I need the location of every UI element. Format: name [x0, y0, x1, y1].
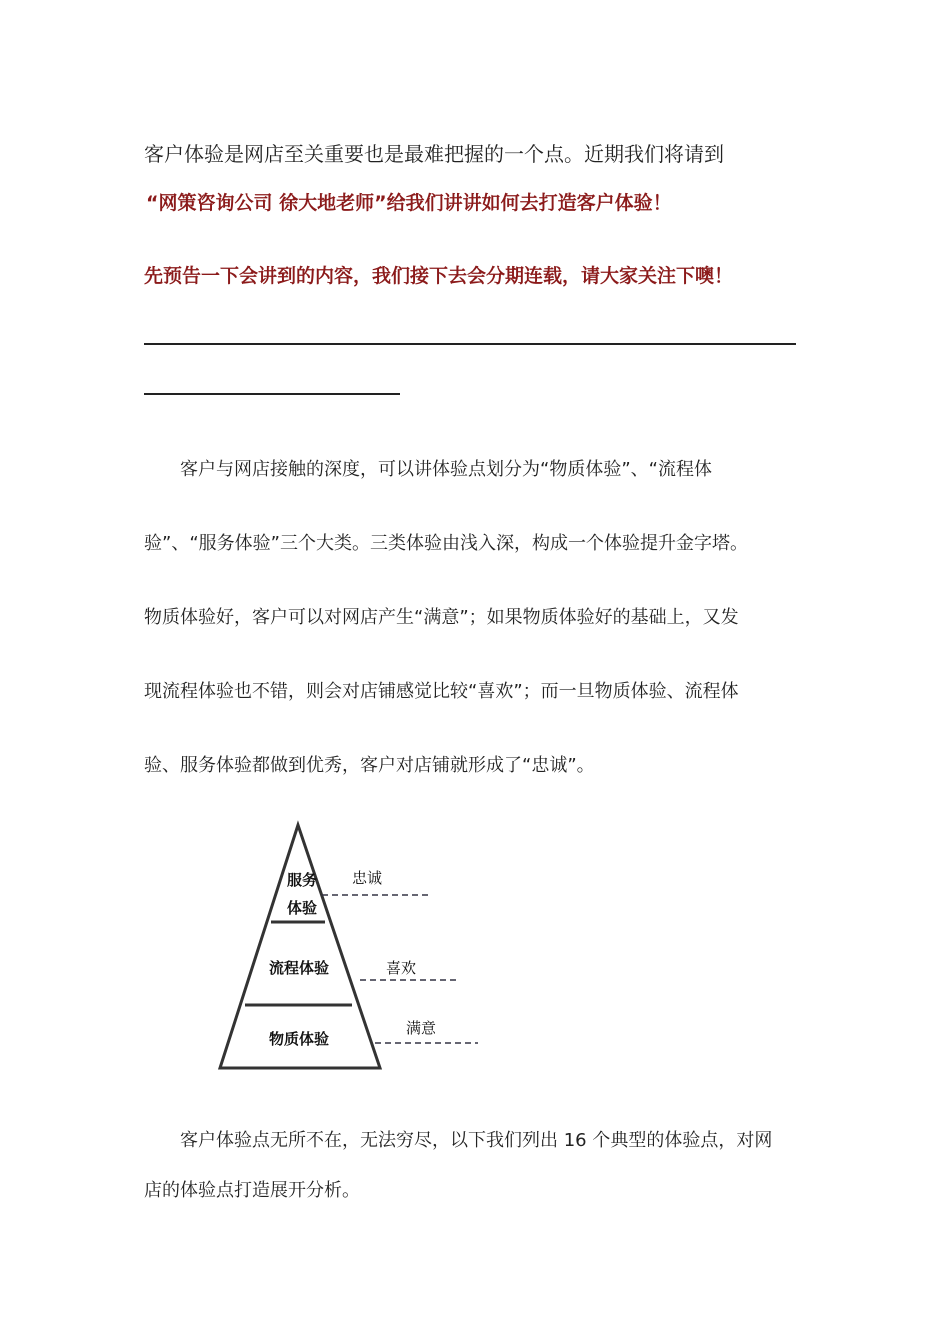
paragraph-line: 验、服务体验都做到优秀，客户对店铺就形成了“忠诚”。: [144, 755, 595, 776]
paragraph-line: 客户体验点无所不在，无法穷尽，以下我们列出 16 个典型的体验点，对网: [144, 1130, 773, 1151]
highlight-line-1: “网策咨询公司 徐大地老师”给我们讲讲如何去打造客户体验！: [146, 192, 672, 214]
paragraph-line: 物质体验好，客户可以对网店产生“满意”；如果物质体验好的基础上，又发: [144, 607, 739, 628]
side-label-like: 喜欢: [386, 959, 417, 977]
tier-label-service-2: 体验: [286, 899, 318, 917]
tier-label-service-1: 服务: [286, 871, 318, 889]
experience-pyramid-diagram: [210, 815, 500, 1080]
divider-line: [144, 393, 400, 395]
tier-label-material: 物质体验: [268, 1030, 330, 1048]
highlight-line-2: 先预告一下会讲到的内容，我们接下去会分期连载，请大家关注下噢！: [144, 265, 734, 287]
side-label-loyal: 忠诚: [352, 869, 383, 887]
tier-label-process: 流程体验: [268, 959, 330, 977]
side-label-satisfied: 满意: [406, 1019, 437, 1037]
paragraph-line: 店的体验点打造展开分析。: [144, 1180, 360, 1201]
divider-line: [144, 343, 796, 345]
paragraph-line: 客户与网店接触的深度，可以讲体验点划分为“物质体验”、“流程体: [144, 459, 712, 480]
intro-text: 客户体验是网店至关重要也是最难把握的一个点。近期我们将请到: [144, 142, 724, 166]
paragraph-line: 现流程体验也不错，则会对店铺感觉比较“喜欢”；而一旦物质体验、流程体: [144, 681, 739, 702]
paragraph-line: 验”、“服务体验”三个大类。三类体验由浅入深，构成一个体验提升金字塔。: [144, 533, 748, 554]
